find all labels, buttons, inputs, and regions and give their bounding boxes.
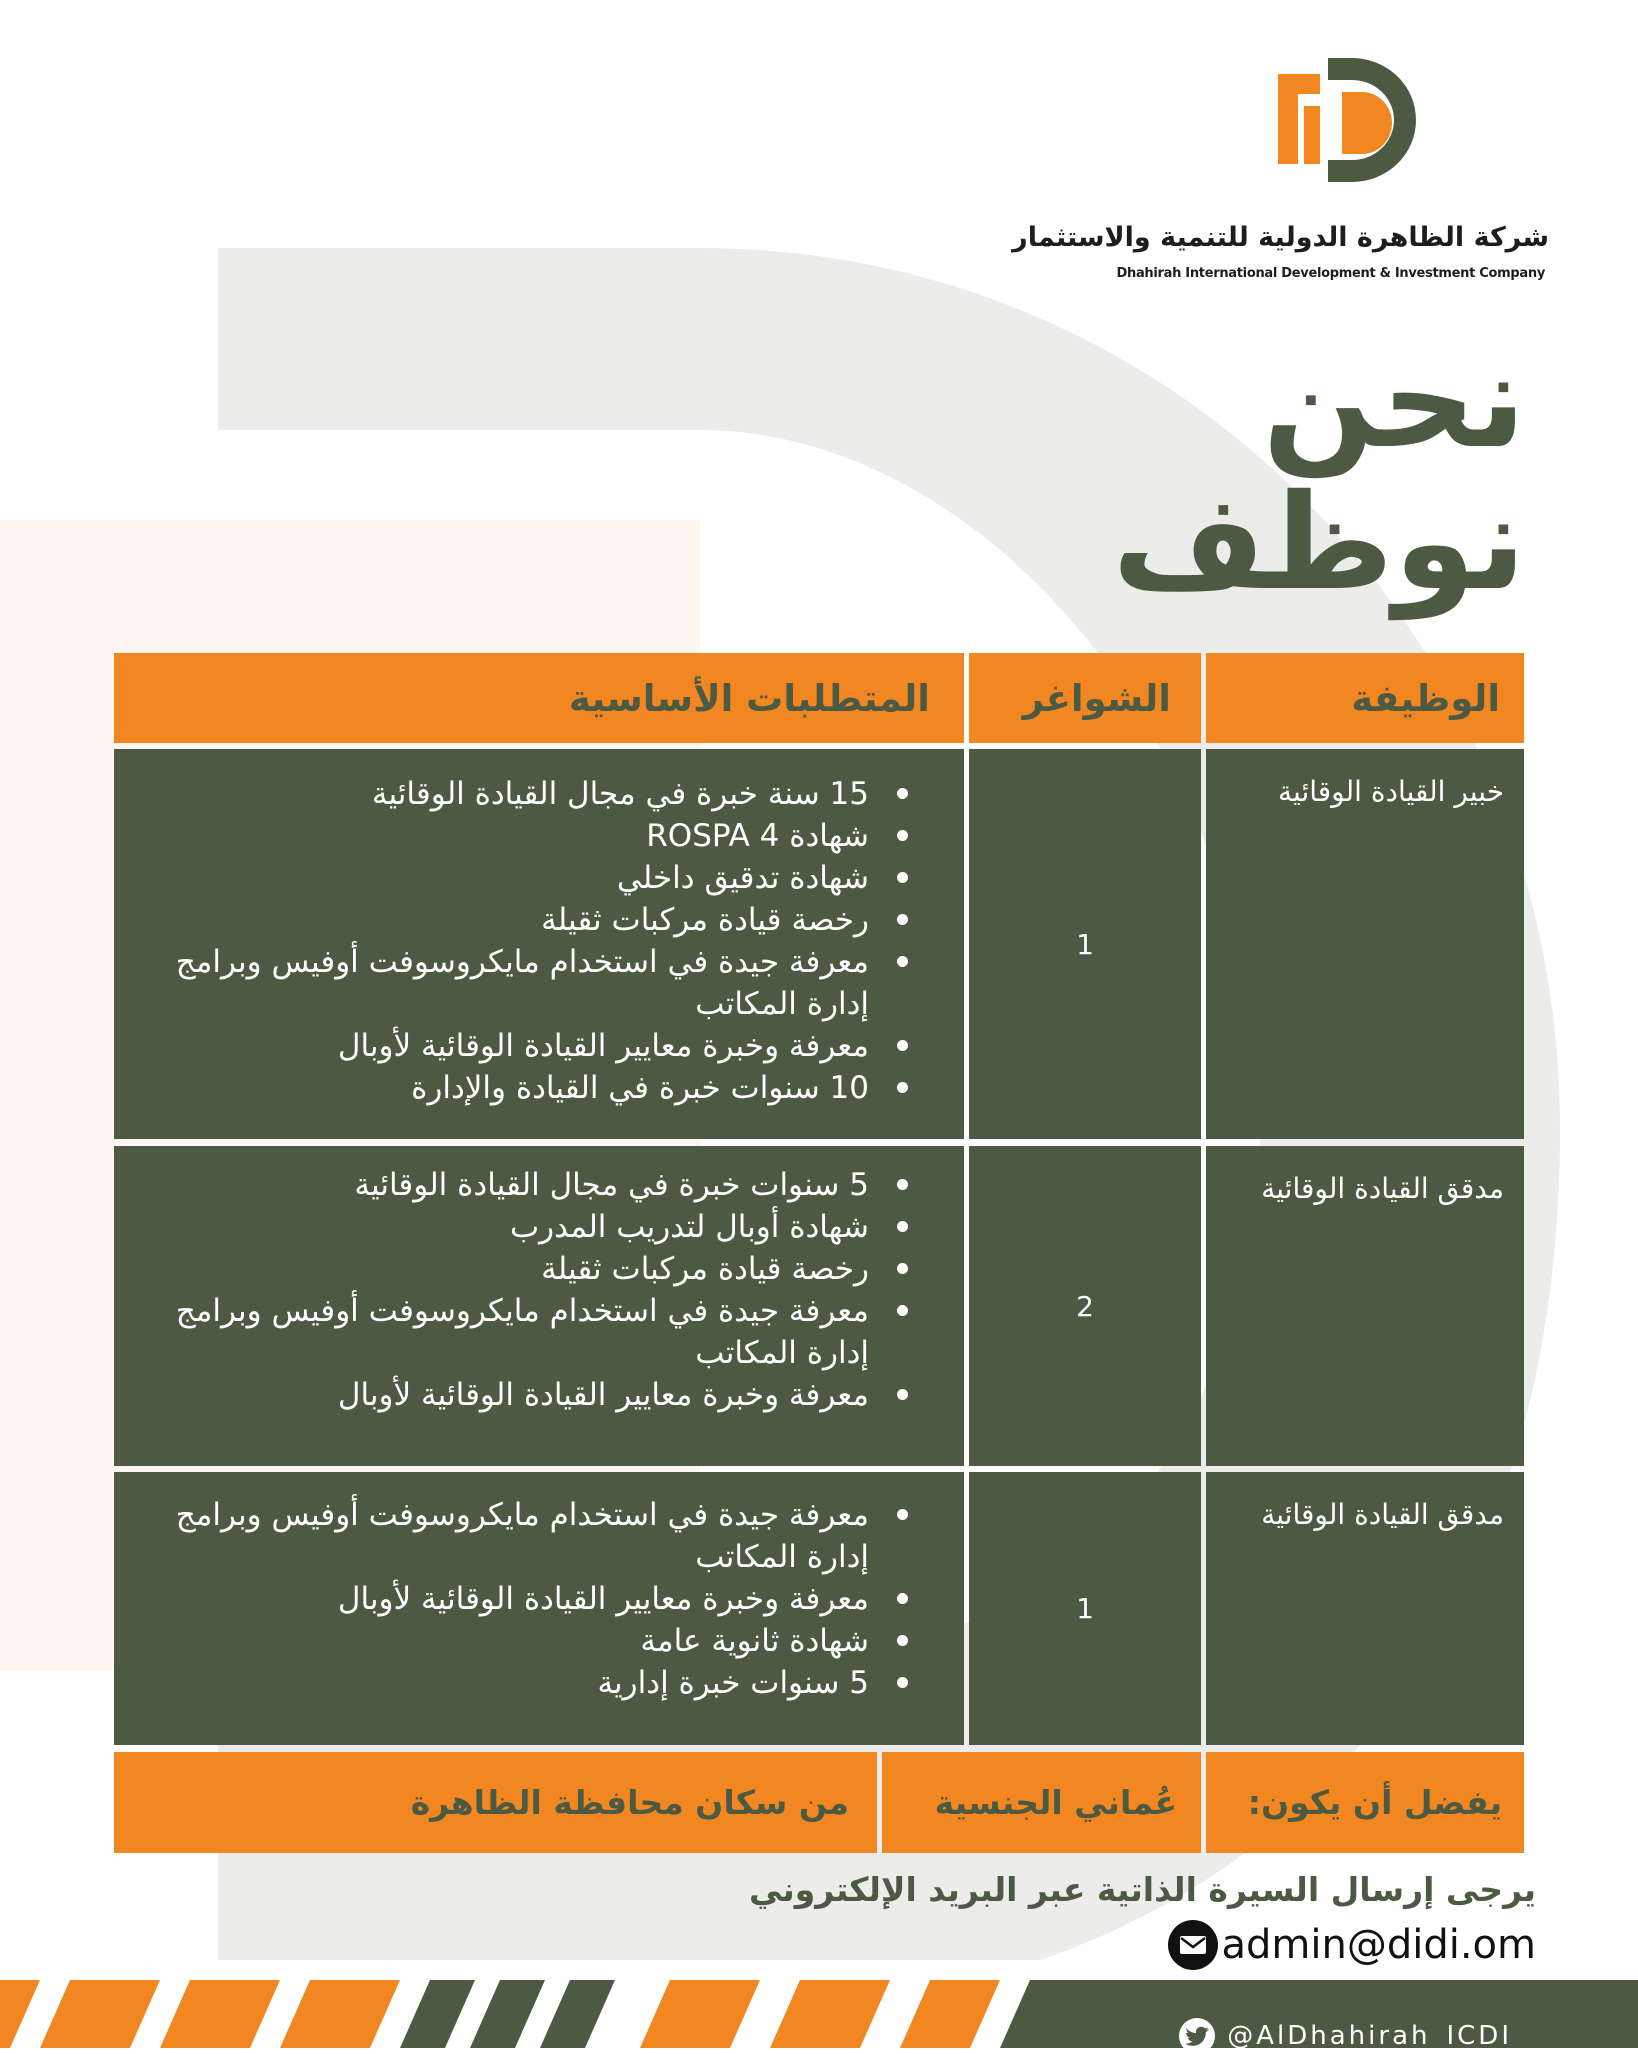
row-2-requirements-list (134, 1164, 924, 1416)
requirement-item: معرفة جيدة في استخدام مايكروسوفت أوفيس وبرامج إدارة المكاتب (134, 1494, 924, 1578)
row-1-vacancies: 1 (969, 749, 1201, 1139)
requirement-item: 5 سنوات خبرة إدارية (134, 1662, 924, 1704)
preference-residence (114, 1752, 877, 1853)
preference-residence-text: من سكان محافظة الظاهرة (410, 1783, 849, 1822)
row-3-job-title: مدقق القيادة الوقائية (1206, 1472, 1524, 1745)
preference-label (1206, 1752, 1524, 1853)
row-3-vacancies: 1 (969, 1472, 1201, 1745)
preference-nationality (882, 1752, 1201, 1853)
twitter-handle[interactable]: @AlDhahirah_ICDI (1227, 2021, 1512, 2051)
requirement-item: رخصة قيادة مركبات ثقيلة (134, 899, 924, 941)
header-job-label: الوظيفة (1351, 676, 1500, 720)
requirement-item: 15 سنة خبرة في مجال القيادة الوقائية (134, 773, 924, 815)
row-3-requirements-list (134, 1494, 924, 1704)
twitter-contact[interactable] (1179, 2018, 1512, 2054)
requirement-item: شهادة ثانوية عامة (134, 1620, 924, 1662)
preference-nationality-text: عُماني الجنسية (934, 1783, 1177, 1822)
requirement-item: شهادة تدقيق داخلي (134, 857, 924, 899)
company-name-arabic: شركة الظاهرة الدولية للتنمية والاستثمار (1012, 222, 1549, 253)
header-requirements (114, 653, 964, 743)
requirement-item: معرفة جيدة في استخدام مايكروسوفت أوفيس وبرامج إدارة المكاتب (134, 941, 924, 1025)
row-2-vacancies: 2 (969, 1146, 1201, 1466)
requirement-item: 10 سنوات خبرة في القيادة والإدارة (134, 1067, 924, 1109)
row-1-requirements-list (134, 773, 924, 1109)
twitter-bird-icon (1179, 2018, 1215, 2054)
row-1-job-title: خبير القيادة الوقائية (1206, 749, 1524, 1139)
header-requirements-label: المتطلبات الأساسية (568, 676, 930, 720)
row-1-requirements (114, 749, 964, 1139)
requirement-item: معرفة وخبرة معايير القيادة الوقائية لأوبال (134, 1374, 924, 1416)
email-address[interactable]: admin@didi.om (1221, 1922, 1536, 1968)
preference-label-text: يفضل أن يكون: (1247, 1783, 1502, 1822)
company-name-english: Dhahirah International Development & Investment Company (1116, 266, 1545, 281)
header-vacancies-label: الشواغر (1022, 676, 1171, 720)
row-2-job-title: مدقق القيادة الوقائية (1206, 1146, 1524, 1466)
requirement-item: معرفة جيدة في استخدام مايكروسوفت أوفيس وبرامج إدارة المكاتب (134, 1290, 924, 1374)
header-job (1206, 653, 1524, 743)
envelope-icon (1168, 1920, 1218, 1970)
requirement-item: 5 سنوات خبرة في مجال القيادة الوقائية (134, 1164, 924, 1206)
di-monogram-logo-icon (1270, 52, 1430, 187)
requirement-item: شهادة ROSPA 4 (134, 815, 924, 857)
requirement-item: رخصة قيادة مركبات ثقيلة (134, 1248, 924, 1290)
headline-line-2: نوظف (1112, 466, 1526, 620)
requirement-item: شهادة أوبال لتدريب المدرب (134, 1206, 924, 1248)
requirement-item: معرفة وخبرة معايير القيادة الوقائية لأوبال (134, 1025, 924, 1067)
email-contact[interactable] (1168, 1920, 1537, 1970)
requirement-item: معرفة وخبرة معايير القيادة الوقائية لأوبال (134, 1578, 924, 1620)
header-vacancies (969, 653, 1201, 743)
send-cv-instruction: يرجى إرسال السيرة الذاتية عبر البريد الإلكتروني (749, 1870, 1536, 1909)
headline (1006, 324, 1526, 620)
headline-line-1: نحن (1262, 324, 1526, 478)
row-3-requirements (114, 1472, 964, 1745)
row-2-requirements (114, 1146, 964, 1466)
